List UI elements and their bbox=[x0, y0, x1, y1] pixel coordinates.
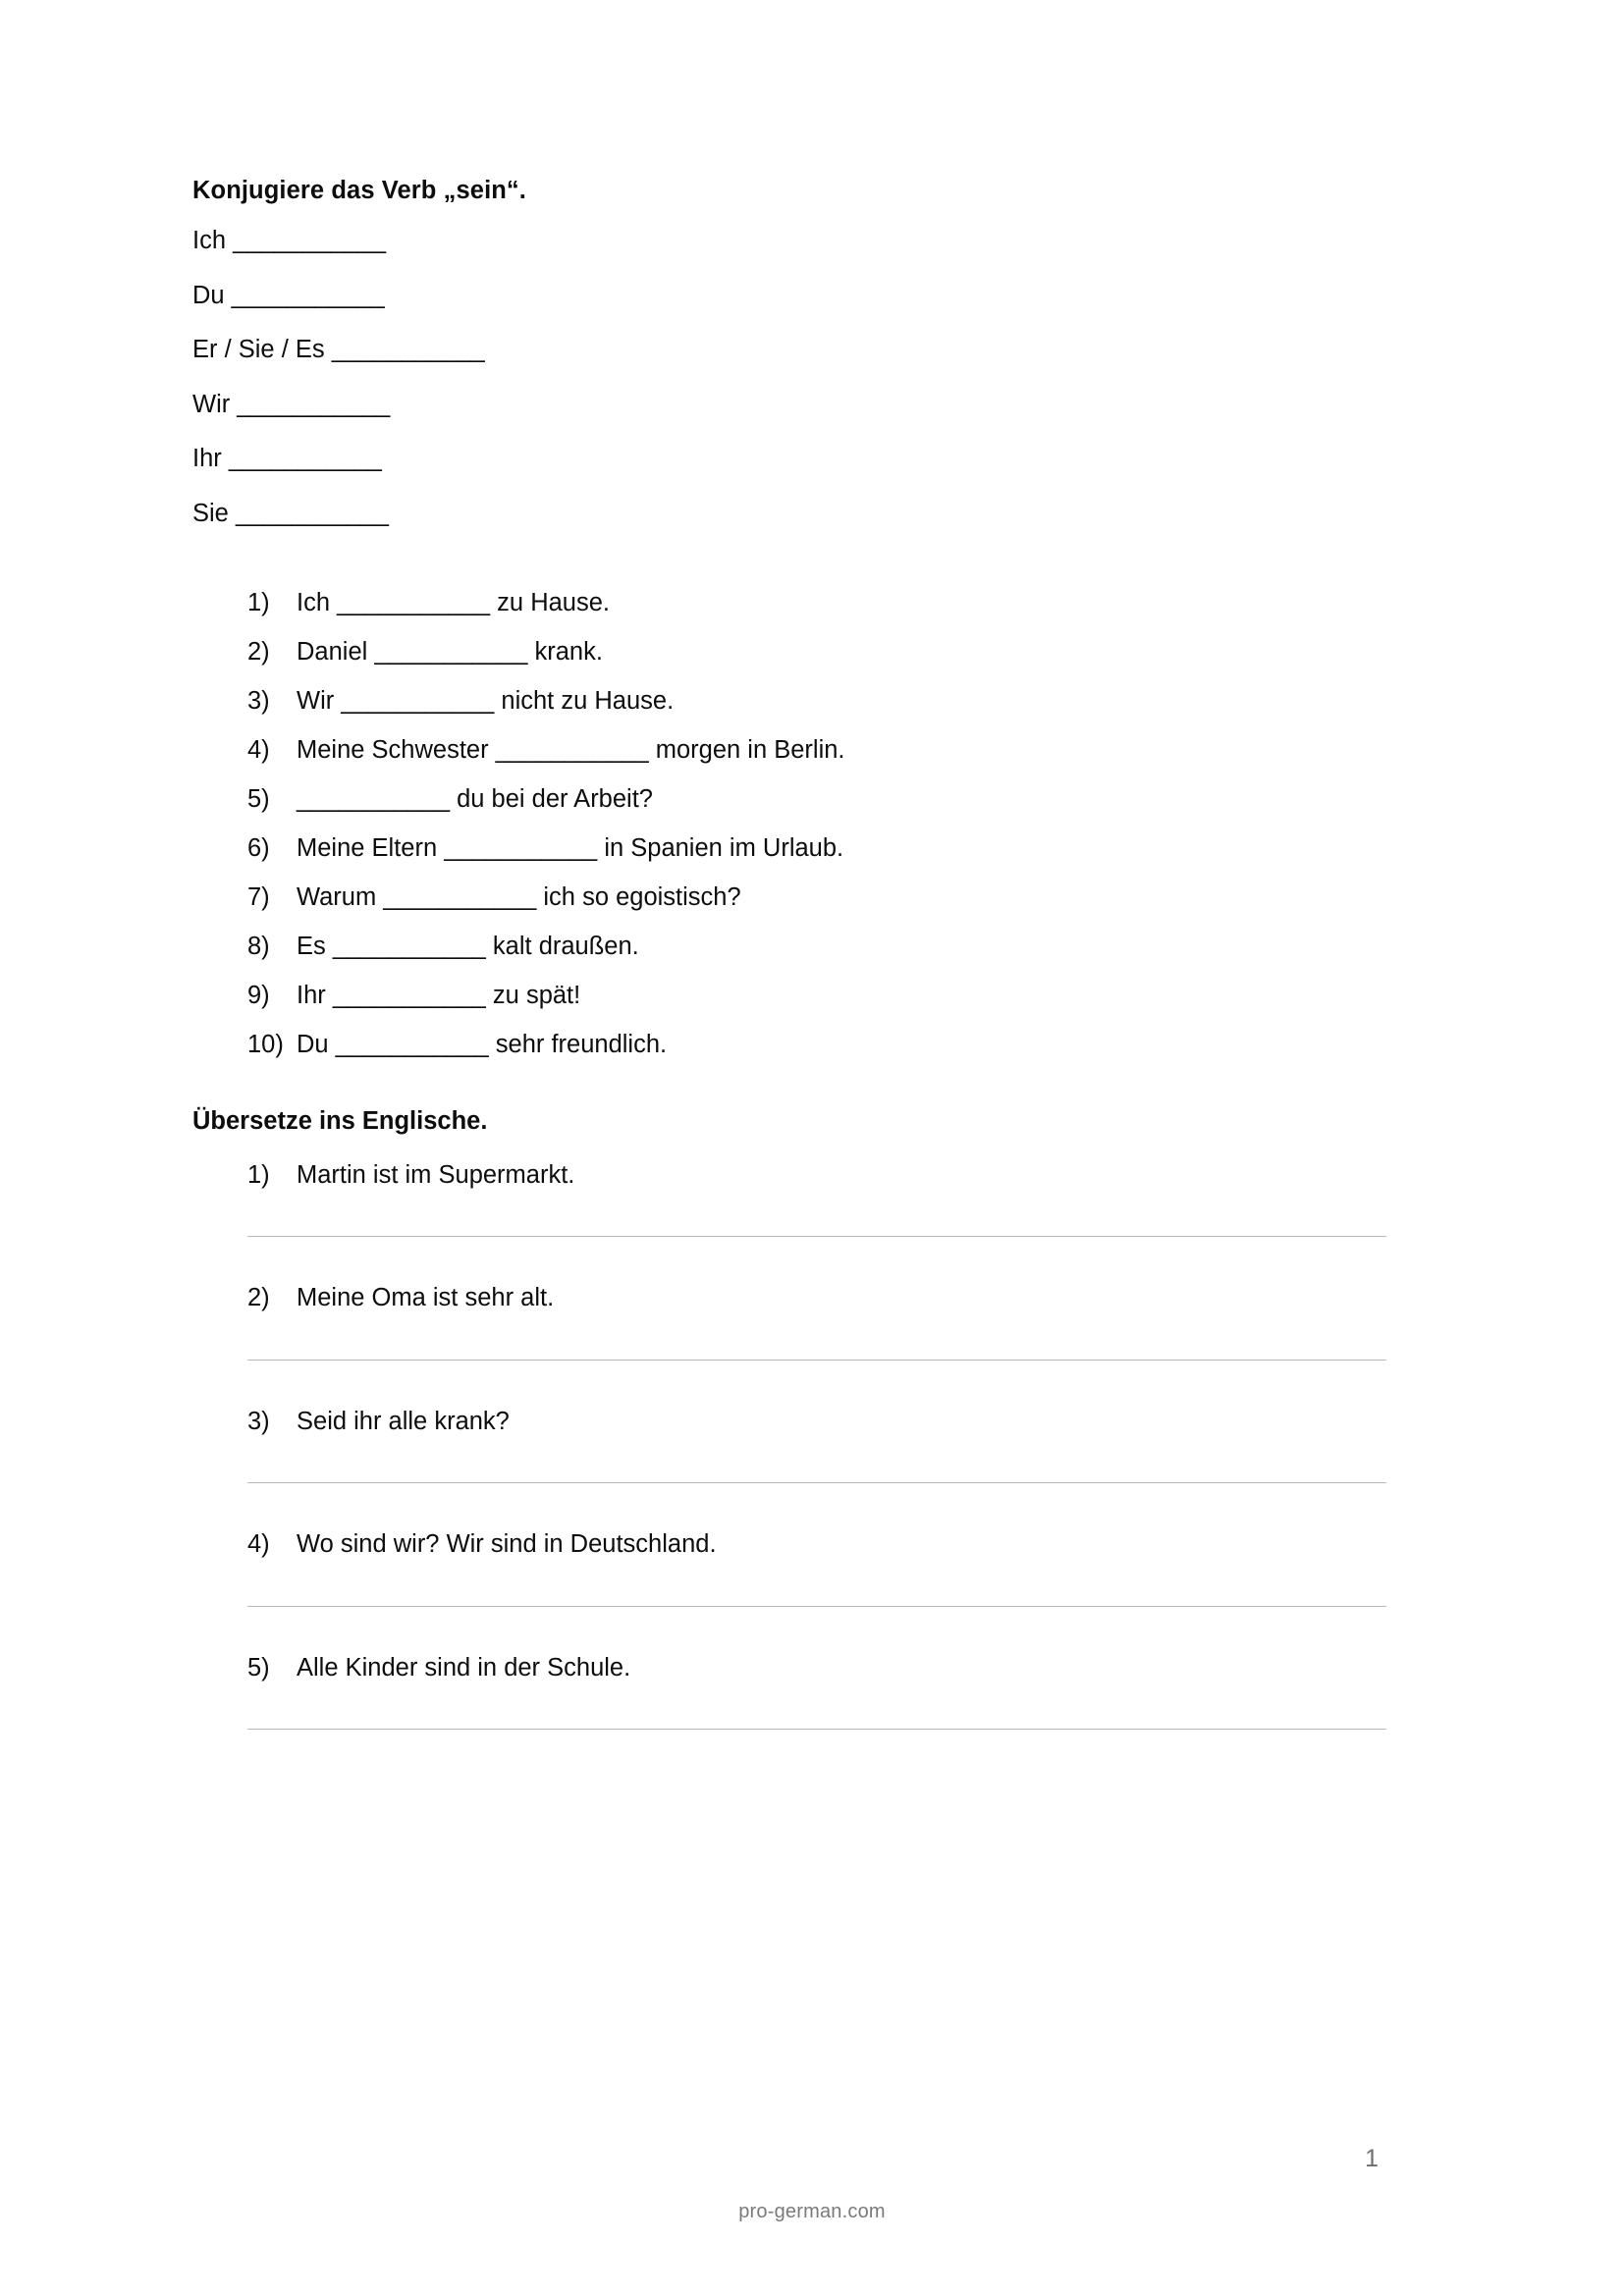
list-item bbox=[247, 934, 1379, 960]
item-number: 7) bbox=[247, 883, 270, 911]
list-item bbox=[247, 1532, 1379, 1558]
list-item bbox=[247, 640, 1379, 666]
list-item bbox=[247, 836, 1379, 862]
item-number: 1) bbox=[247, 1160, 270, 1189]
item-text: Wo sind wir? Wir sind in Deutschland. bbox=[297, 1530, 717, 1558]
spacer bbox=[192, 556, 1379, 591]
item-number: 2) bbox=[247, 1284, 270, 1311]
item-number: 6) bbox=[247, 834, 270, 862]
list-item bbox=[247, 738, 1379, 764]
list-item bbox=[247, 984, 1379, 1009]
item-text: Du ___________ sehr freundlich. bbox=[297, 1031, 668, 1058]
answer-line[interactable] bbox=[247, 1236, 1386, 1237]
item-number: 1) bbox=[247, 589, 270, 616]
item-text: Alle Kinder sind in der Schule. bbox=[297, 1653, 631, 1682]
conjugation-row: Sie ___________ bbox=[192, 499, 389, 527]
translation-list bbox=[192, 1160, 1379, 1731]
answer-line[interactable] bbox=[247, 1729, 1386, 1730]
list-item bbox=[247, 885, 1379, 911]
item-number: 5) bbox=[247, 785, 270, 813]
item-number: 4) bbox=[247, 1530, 270, 1558]
list-item bbox=[247, 1286, 1379, 1311]
conjugation-row: Du ___________ bbox=[192, 281, 385, 309]
answer-line[interactable] bbox=[247, 1606, 1386, 1607]
footer-url: pro-german.com bbox=[738, 2201, 886, 2222]
item-number: 3) bbox=[247, 1407, 270, 1435]
item-number: 3) bbox=[247, 687, 270, 715]
answer-line[interactable] bbox=[247, 1360, 1386, 1361]
conjugation-heading: Konjugiere das Verb „sein“. bbox=[192, 177, 526, 204]
item-text: Meine Schwester ___________ morgen in Berlin. bbox=[297, 736, 845, 764]
answer-line[interactable] bbox=[247, 1482, 1386, 1483]
item-number: 9) bbox=[247, 982, 270, 1009]
item-number: 5) bbox=[247, 1653, 270, 1682]
item-text: Ich ___________ zu Hause. bbox=[297, 589, 610, 616]
list-item bbox=[247, 591, 1379, 616]
list-item bbox=[247, 787, 1379, 813]
page-number: 1 bbox=[1365, 2145, 1379, 2172]
list-item bbox=[247, 689, 1379, 715]
conjugation-list bbox=[192, 229, 1379, 526]
item-number: 2) bbox=[247, 638, 270, 666]
conjugation-row: Er / Sie / Es ___________ bbox=[192, 336, 485, 363]
list-item bbox=[247, 1160, 1379, 1189]
list-item bbox=[247, 1407, 1379, 1435]
list-item bbox=[247, 1033, 1379, 1058]
item-text: Ihr ___________ zu spät! bbox=[297, 982, 581, 1009]
item-number: 4) bbox=[247, 736, 270, 764]
item-text: Daniel ___________ krank. bbox=[297, 638, 603, 666]
item-text: Meine Oma ist sehr alt. bbox=[297, 1284, 555, 1311]
item-text: Es ___________ kalt draußen. bbox=[297, 933, 639, 960]
translation-heading: Übersetze ins Englische. bbox=[192, 1106, 488, 1135]
item-text: Warum ___________ ich so egoistisch? bbox=[297, 883, 741, 911]
item-text: ___________ du bei der Arbeit? bbox=[297, 785, 653, 813]
item-number: 10) bbox=[247, 1031, 284, 1058]
list-item bbox=[247, 1653, 1379, 1682]
item-text: Meine Eltern ___________ in Spanien im Urlaub. bbox=[297, 834, 844, 862]
conjugation-row: Wir ___________ bbox=[192, 390, 391, 418]
conjugation-row: Ich ___________ bbox=[192, 227, 387, 254]
item-number: 8) bbox=[247, 933, 270, 960]
fill-in-blank-list bbox=[192, 591, 1379, 1058]
item-text: Martin ist im Supermarkt. bbox=[297, 1160, 575, 1189]
item-text: Wir ___________ nicht zu Hause. bbox=[297, 687, 675, 715]
item-text: Seid ihr alle krank? bbox=[297, 1407, 510, 1435]
conjugation-row: Ihr ___________ bbox=[192, 445, 382, 472]
